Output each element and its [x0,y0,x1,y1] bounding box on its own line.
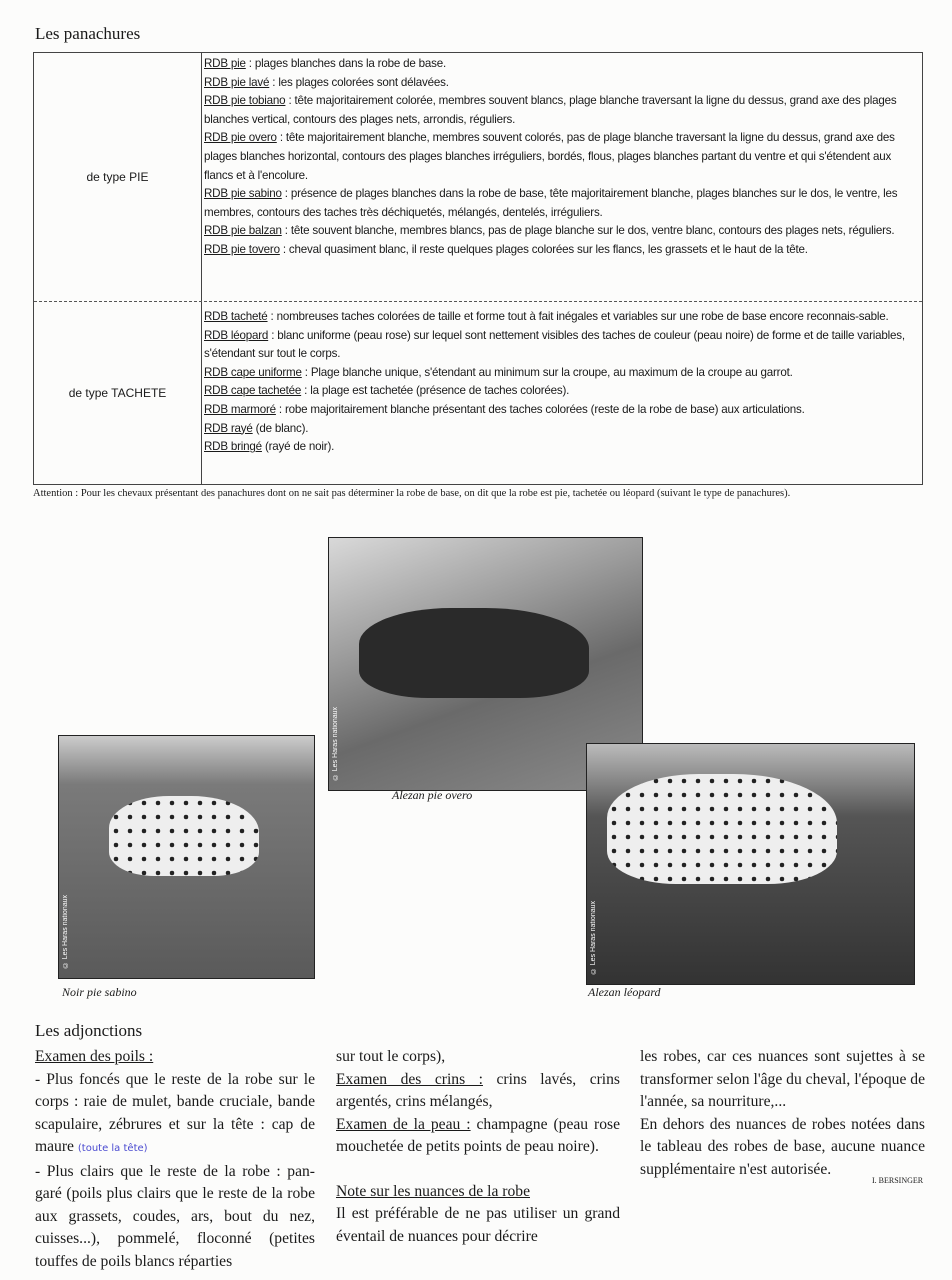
table-entry [204,438,916,457]
crins-heading: Examen des crins : [336,1070,483,1088]
note-heading: Note sur les nuances de la robe [336,1182,530,1200]
note-text-2: En dehors des nuances de robes notées dans le tableau des robes de base, aucune nuance supplémentaire n'est autorisée. [640,1115,925,1178]
table-entry [204,74,916,93]
photo-noir-pie-sabino [58,735,315,979]
entry-term: RDB pie balzan [204,224,282,238]
table-entry [204,401,916,420]
crins-text: crins lavés, crins argentés, crins mélangés, [336,1070,620,1110]
entry-description: : présence de plages blanches dans la robe de base, tête majoritairement blanche, plages blanches sur le dos, le ventre, les membres, contours des taches très déchiquetés, mélangés, dentelés, irréguliers. [204,187,898,219]
table-entry [204,92,916,129]
entry-description: : robe majoritairement blanche présentant des taches colorées (reste de la robe de base) aux articulations. [275,402,805,416]
text-column-2-content [336,1046,620,1248]
table-entry [204,382,916,401]
table-entry [204,55,916,74]
entry-term: RDB pie tobiano [204,94,286,108]
horse-silhouette [359,608,589,698]
entry-description: (rayé de noir). [261,440,335,454]
entry-description: : blanc uniforme (peau rose) sur lequel sont nettement visibles des taches de couleur (peau noire) de forme et de taille variables, s'étendant sur tout le corps. [204,328,905,361]
entry-term: RDB pie sabino [204,187,282,201]
panachures-table [33,52,923,485]
entry-description: : la plage est tachetée (présence de taches colorées). [301,384,570,398]
horse-silhouette [109,796,259,876]
entries-cell [204,308,916,457]
table-row-tachete [34,302,922,484]
peau-text: champagne (peau rose mouchetée de petits points de peau noire). [336,1115,620,1155]
entry-term: RDB rayé [204,421,253,435]
table-entry [204,129,916,185]
entry-term: RDB cape tachetée [204,384,302,398]
text-column-1 [35,1046,315,1273]
entry-term: RDB pie [204,57,246,70]
category-cell: de type TACHETE [34,302,202,484]
continued-text: sur tout le corps), [336,1048,446,1065]
poils-darker: - Plus foncés que le reste de la robe sur le corps : raie de mulet, bande cruciale, bande scapulaire, zébrures et sur la tête : cap de maure [35,1070,315,1155]
photo-credit: © Les Haras nationaux [590,900,597,974]
poils-lighter: - Plus clairs que le reste de la robe : pan-garé (poils plus clairs que le reste de la robe aux grassets, coudes, ars, bout du nez, cuisses...), pommelé, floconné (petites touffes de poils blancs réparties [35,1162,315,1270]
table-row-pie [34,53,922,302]
table-entry [204,185,916,222]
peau-heading: Examen de la peau : [336,1115,471,1133]
photo-alezan-leopard [586,743,915,985]
entries-cell [204,55,916,260]
entry-description: : les plages colorées sont délavées. [269,75,449,89]
section-title-adjonctions: Les adjonctions [35,1021,143,1040]
table-entry [204,308,916,327]
entry-term: RDB pie lavé [204,75,270,89]
handwritten-note: (toute la tête) [77,1143,148,1154]
photo-credit: © Les Haras nationaux [332,706,339,780]
entry-term: RDB cape uniforme [204,365,302,379]
poils-heading: Examen des poils : [35,1048,154,1065]
photo-credit: © Les Haras nationaux [62,894,69,968]
entry-description: : tête majoritairement colorée, membres souvent blancs, plage blanche traversant la ligne du dessus, grand axe des plages blanches vertical, contours des plages nets, arrondis, réguliers. [204,94,897,126]
entry-description: : plages blanches dans la robe de base. [245,57,446,70]
note-text-continued: les robes, car ces nuances sont sujettes à se transformer selon l'âge du cheval, l'époque de l'année, sa nourriture,... [640,1048,925,1110]
photo-caption: Alezan pie overo [392,788,473,802]
category-cell: de type PIE [34,53,202,301]
photo-caption: Alezan léopard [588,985,661,999]
entry-term: RDB léopard [204,328,269,342]
entry-term: RDB pie tovero [204,242,280,256]
table-entry [204,222,916,241]
horse-silhouette [607,774,837,884]
table-entry [204,364,916,383]
author-signature: I. BERSINGER [872,1176,924,1185]
entry-description: : tête majoritairement blanche, membres souvent colorés, pas de plage blanche traversant la ligne du dessus, grand axe des plages blanches horizontal, contours des plages blanches irréguliers, bordés, flous, plages blanches partant du ventre et qui s'étendent aux flancs et à l'encolure. [204,131,895,182]
entry-term: RDB bringé [204,440,262,454]
entry-term: RDB marmoré [204,402,276,416]
attention-note: Attention : Pour les chevaux présentant des panachures dont on ne sait pas déterminer la robe de base, on dit que la robe est pie, tachetée ou léopard (suivant le type de panachures). [33,488,791,499]
entry-term: RDB tacheté [204,310,268,323]
table-entry [204,327,916,364]
note-text: Il est préférable de ne pas utiliser un grand éventail de nuances pour décrire [336,1205,620,1245]
entry-term: RDB pie overo [204,131,277,145]
entry-description: : tête souvent blanche, membres blancs, pas de plage blanche sur le dos, ventre blanc, contours des plages nets, réguliers. [281,224,895,238]
entry-description: : nombreuses taches colorées de taille et forme tout à fait inégales et variables sur une robe de base encore reconnais-sable. [267,310,889,323]
entry-description: : Plage blanche unique, s'étendant au minimum sur la croupe, au maximum de la croupe au garrot. [301,365,793,379]
table-entry [204,241,916,260]
entry-description: : cheval quasiment blanc, il reste quelques plages colorées sur les flancs, les grassets et le haut de la tête. [279,242,808,256]
section-title-panachures: Les panachures [35,24,141,43]
text-column-3 [640,1046,925,1181]
entry-description: (de blanc). [252,421,309,435]
photo-caption: Noir pie sabino [62,985,137,999]
table-entry [204,420,916,439]
